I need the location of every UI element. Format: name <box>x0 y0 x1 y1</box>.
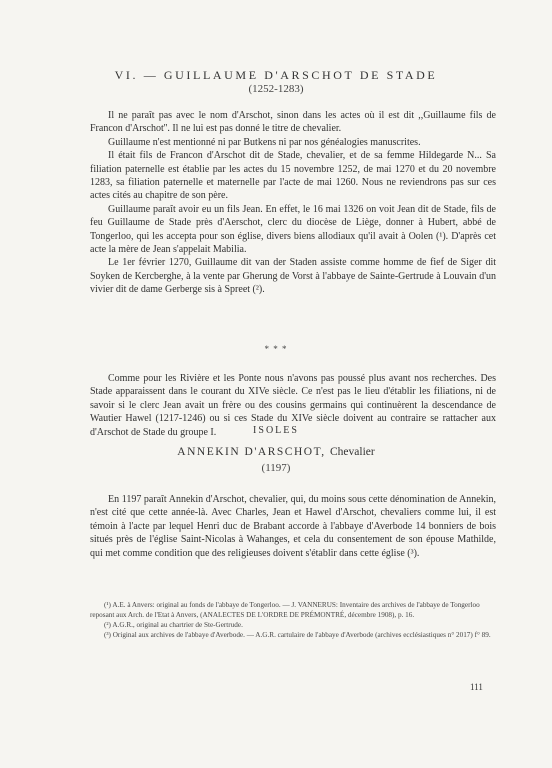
subchapter-rank: Chevalier <box>330 446 375 458</box>
chapter-dates: (1252-1283) <box>248 83 304 95</box>
section-guillaume <box>90 109 496 297</box>
asterism-divider: * * * <box>264 344 288 354</box>
subchapter-dates: (1197) <box>261 462 291 474</box>
paragraph: Le 1er février 1270, Guillaume dit van der Staden assiste comme homme de fief de Siger dit Soyken de Kercberghe, à la vente par Gherung de Vorst à l'abbaye de Sainte-Gertrude à Louvain d'un vivier dit de dame Gerberge sis à Spreet (²). <box>90 257 496 296</box>
footnote: (¹) A.E. à Anvers: original au fonds de l'abbaye de Tongerloo. — J. VANNERUS: Inventaire des archives de l'abbaye de Tongerloo reposant aux Arch. de l'Etat à Anvers, (ANALECTES DE L'ORDRE DE PRÉMONTRÉ, décembre 1908), p. 16. <box>90 601 480 619</box>
paragraph: Il ne paraît pas avec le nom d'Arschot, sinon dans les actes où il est dit ,,Guillaume fils de Francon d'Arschot''. Il ne lui est pas donné le titre de chevalier. <box>90 110 496 135</box>
chapter-title: VI. — GUILLAUME D'ARSCHOT DE STADE <box>114 68 438 82</box>
subchapter-name: ANNEKIN D'ARSCHOT, <box>177 446 326 458</box>
page-number: 111 <box>470 682 483 692</box>
paragraph: Comme pour les Rivière et les Ponte nous n'avons pas poussé plus avant nos recherches. Des Stade apparaissent dans le courant du XIVe siècle. Ce n'est pas le lieu d'établir les filiations, ni de savoir si le clerc Jean avait un frère ou des cousins germains qui continuèrent la descendance de Wautier Hawel (1217-1246) ou si ces Stade du XIVe siècle doivent au contraire se rattacher aux d'Arschot de Stade du groupe I. <box>90 373 496 438</box>
footnote: (²) A.G.R., original au chartrier de Ste-Gertrude. <box>104 621 243 629</box>
paragraph: Il était fils de Francon d'Arschot dit de Stade, chevalier, et de sa femme Hildegarde N... Sa filiation paternelle est établie par les actes du 15 novembre 1252, de mai 1270 et du 20 novembre 1283, sa filiation paternelle et maternelle par l'acte de mai 1260. Nous ne reviendrons pas sur ces actes cités au chapitre de son père. <box>90 150 496 202</box>
footnote: (³) Original aux archives de l'abbaye d'Averbode. — A.G.R. cartulaire de l'abbaye d'Averbode (archives ecclésiastiques n° 2017) f° 89. <box>104 631 491 639</box>
paragraph: Guillaume n'est mentionné ni par Butkens ni par nos généalogies manuscrites. <box>108 136 421 148</box>
subchapter-title <box>40 446 512 458</box>
paragraph: Guillaume paraît avoir eu un fils Jean. En effet, le 16 mai 1326 on voit Jean dit de Stade, fils de feu Guillaume de Stade près d'Aerschot, clerc du diocèse de Liège, donner à Hubert, abbé de Tongerloo, qui les accepta pour son église, divers biens allodiaux qu'il avait à Oolen (¹). D'après cet acte la mère de Jean s'appelait Mabilia. <box>90 203 496 256</box>
section-annekin <box>90 493 496 560</box>
footnotes <box>90 600 496 640</box>
section-heading-isoles: ISOLES <box>253 425 299 436</box>
paragraph: En 1197 paraît Annekin d'Arschot, chevalier, qui, du moins sous cette dénomination de Annekin, n'est cité que cette année-là. Avec Charles, Jean et Hawel d'Arschot, chevaliers comme lui, il est témoin à l'acte par lequel Henri duc de Brabant accorde à l'abbaye d'Averbode 14 bonniers de bois situés près de l'église Saint-Nicolas à Wahanges, et cela du consentement de son épouse Mathilde, qui met comme condition que des religieuses doivent s'établir dans cette église (³). <box>90 494 496 559</box>
